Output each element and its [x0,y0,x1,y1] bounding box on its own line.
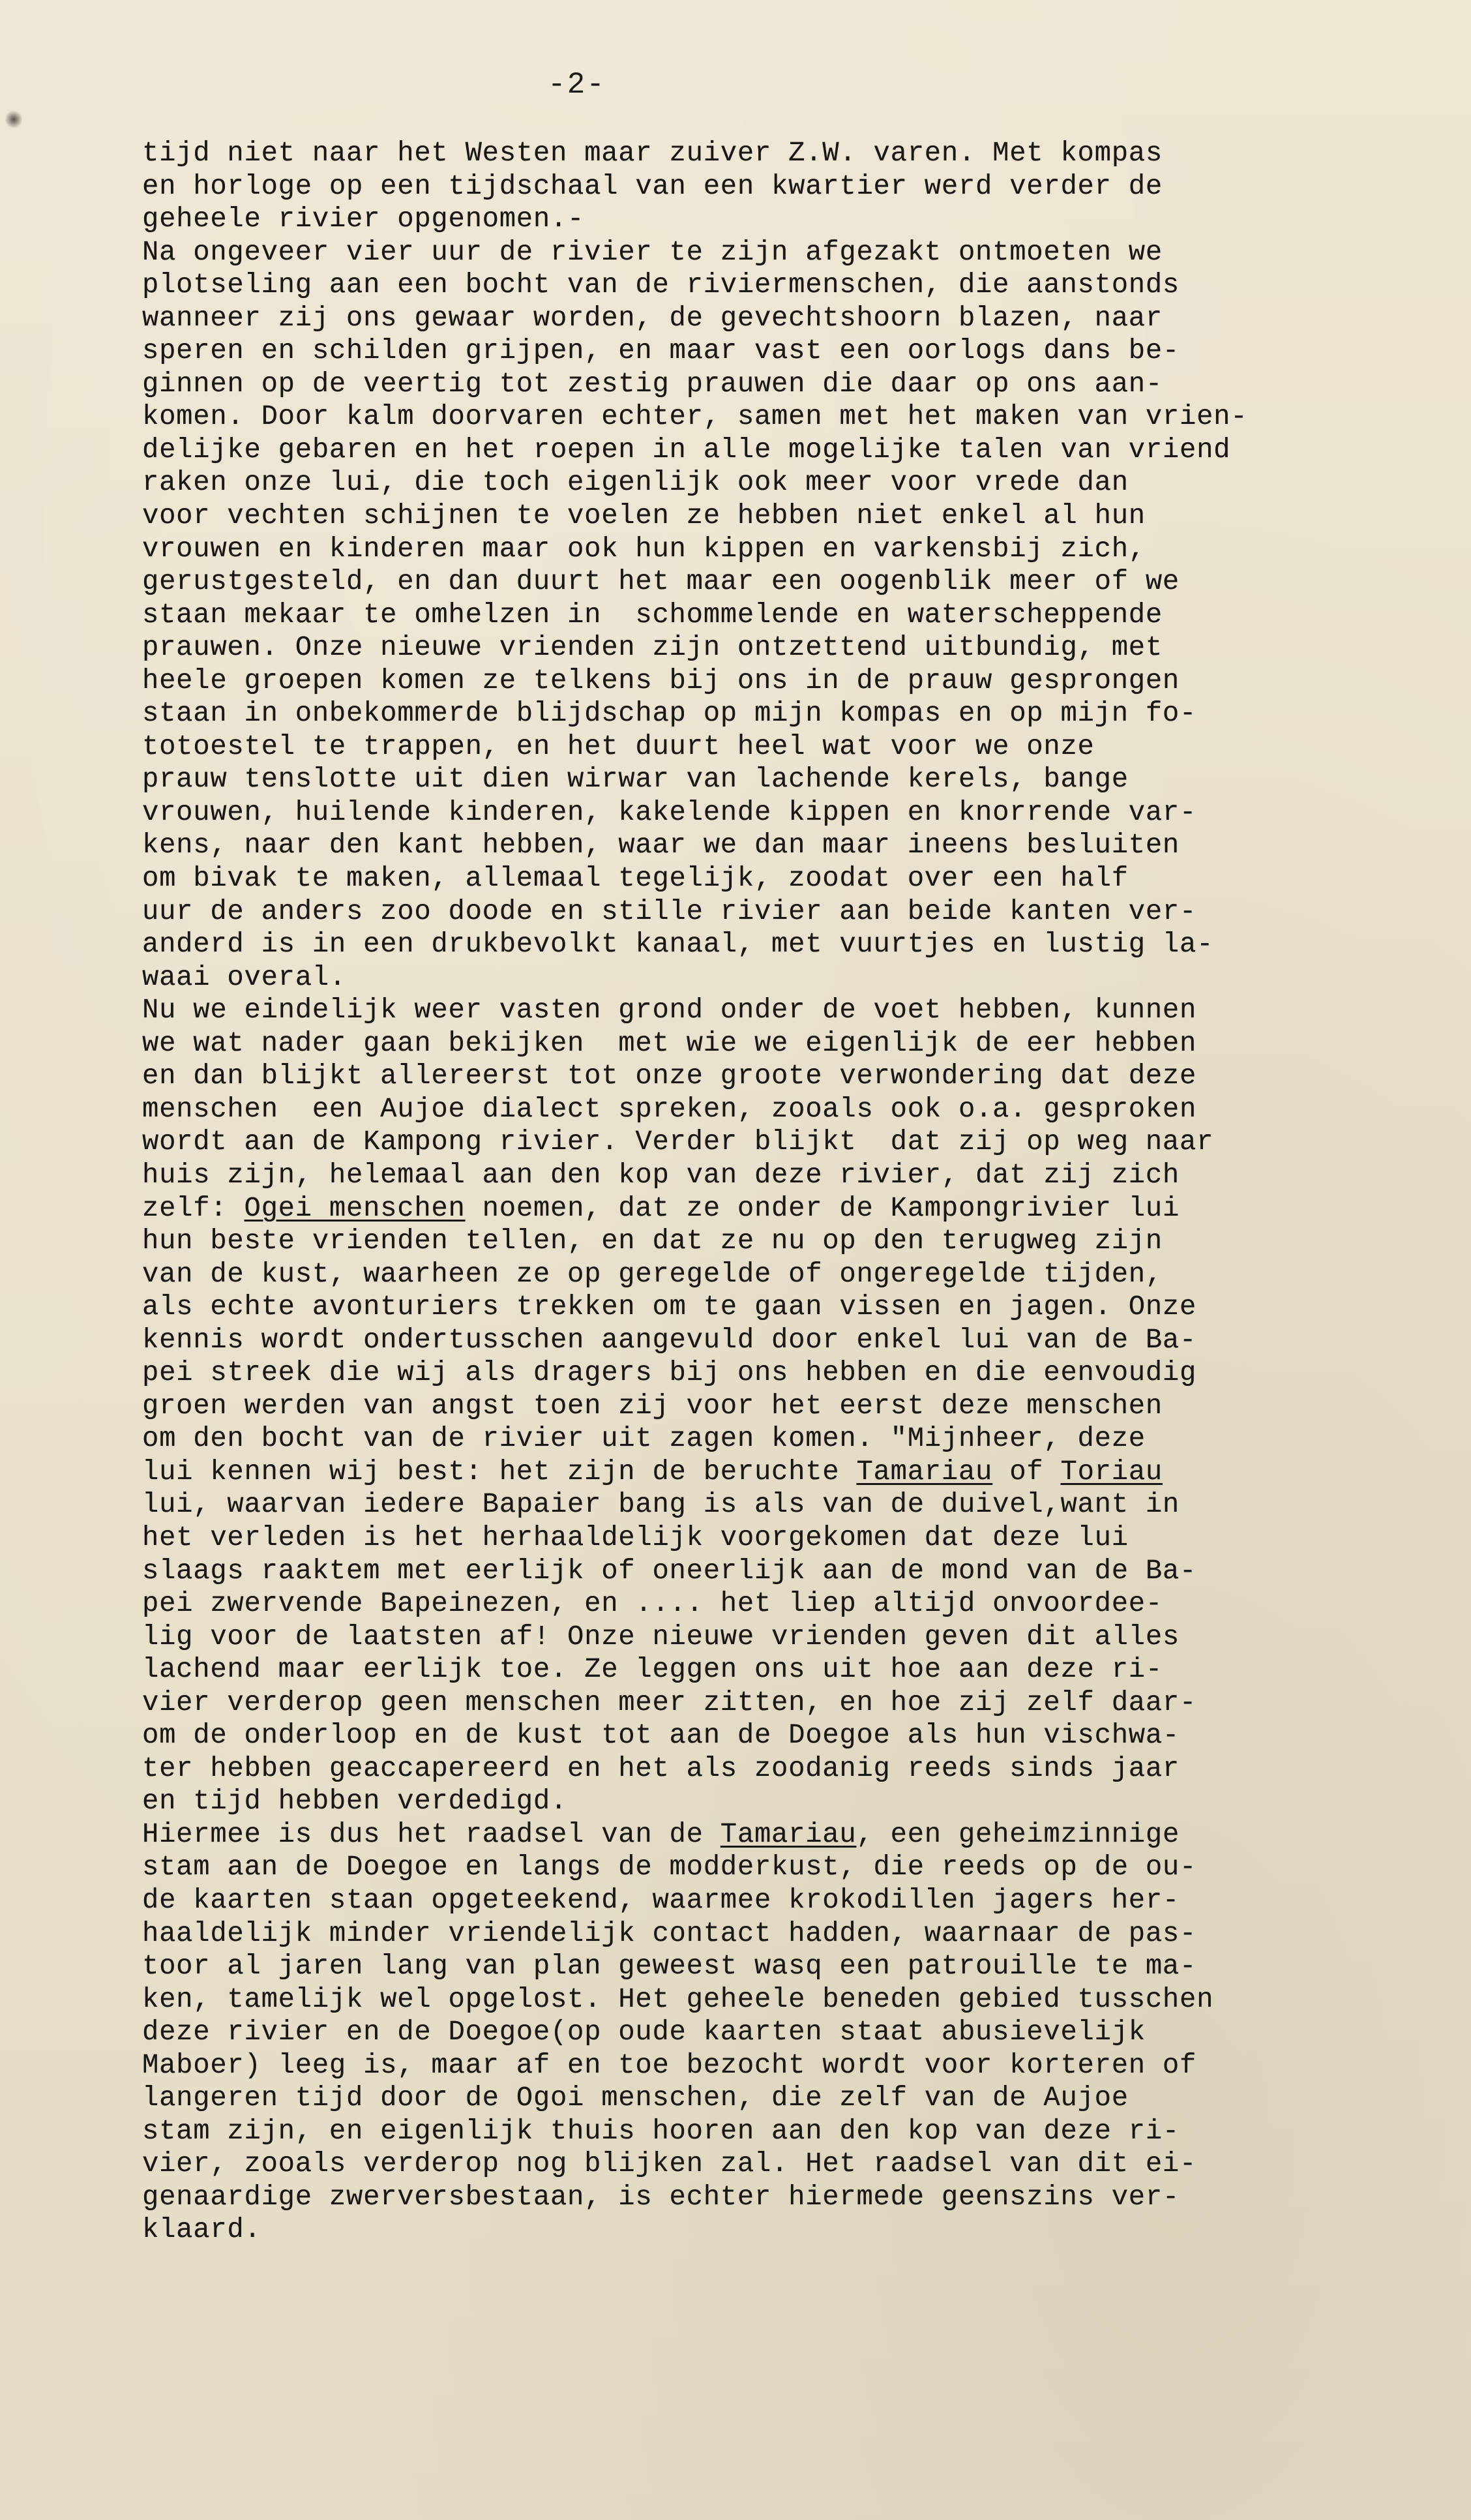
text-line: haaldelijk minder vriendelijk contact hadden, waarnaar de pas- [142,1917,1197,1949]
text-line: het verleden is het herhaaldelijk voorgekomen dat deze lui [142,1522,1129,1553]
text-line: stam aan de Doegoe en langs de modderkust, die reeds op de ou- [142,1852,1197,1883]
text-line: tijd niet naar het Westen maar zuiver Z.W. varen. Met kompas [142,138,1163,169]
text-line: vier verderop geen menschen meer zitten, en hoe zij zelf daar- [142,1687,1197,1718]
text-line: slaags raaktem met eerlijk of oneerlijk aan de mond van de Ba- [142,1555,1197,1587]
text-line: klaard. [142,2214,261,2246]
text-line: geheele rivier opgenomen.- [142,203,585,235]
text-line: vrouwen, huilende kinderen, kakelende kippen en knorrende var- [142,796,1197,828]
text-line: voor vechten schijnen te voelen ze hebben niet enkel al hun [142,500,1146,532]
text-line: heele groepen komen ze telkens bij ons in de prauw gesprongen [142,665,1180,697]
text-line: lachend maar eerlijk toe. Ze leggen ons uit hoe aan deze ri- [142,1654,1163,1686]
text-line: komen. Door kalm doorvaren echter, samen met het maken van vrien- [142,401,1248,433]
text-line: raken onze lui, die toch eigenlijk ook meer voor vrede dan [142,467,1129,499]
text-line: plotseling aan een bocht van de riviermenschen, die aanstonds [142,269,1180,301]
text-line: prauwen. Onze nieuwe vrienden zijn ontzettend uitbundig, met [142,632,1163,664]
text-line: uur de anders zoo doode en stille rivier aan beide kanten ver- [142,895,1197,927]
text-line: pei streek die wij als dragers bij ons hebben en die eenvoudig [142,1357,1197,1389]
page-number: -2- [548,68,606,102]
text-line: menschen een Aujoe dialect spreken, zooals ook o.a. gesproken [142,1093,1197,1125]
text-line: Na ongeveer vier uur de rivier te zijn afgezakt ontmoeten we [142,236,1163,268]
ink-smudge [5,110,22,129]
text-line: gerustgesteld, en dan duurt het maar een oogenblik meer of we [142,566,1180,598]
text-line: vier, zooals verderop nog blijken zal. Het raadsel van dit ei- [142,2148,1197,2180]
text-line: vrouwen en kinderen maar ook hun kippen en varkensbij zich, [142,533,1146,565]
text-line: om bivak te maken, allemaal tegelijk, zoodat over een half [142,863,1129,895]
text-line: staan in onbekommerde blijdschap op mijn kompas en op mijn fo- [142,698,1197,730]
text-line: en horloge op een tijdschaal van een kwartier werd verder de [142,170,1163,202]
text-line: deze rivier en de Doegoe(op oude kaarten staat abusievelijk [142,2017,1146,2048]
text-line: we wat nader gaan bekijken met wie we eigenlijk de eer hebben [142,1027,1197,1059]
text-line: als echte avonturiers trekken om te gaan vissen en jagen. Onze [142,1291,1197,1323]
text-line: Maboer) leeg is, maar af en toe bezocht wordt voor korteren of [142,2049,1197,2081]
text-line: kennis wordt ondertusschen aangevuld door enkel lui van de Ba- [142,1324,1197,1356]
text-line: van de kust, waarheen ze op geregelde of ongeregelde tijden, [142,1258,1163,1290]
text-line: anderd is in een drukbevolkt kanaal, met vuurtjes en lustig la- [142,929,1214,961]
text-line: kens, naar den kant hebben, waar we dan maar ineens besluiten [142,830,1180,862]
text-line: Hiermee is dus het raadsel van de Tamariau, een geheimzinnige [142,1818,1180,1850]
text-line: om de onderloop en de kust tot aan de Doegoe als hun vischwa- [142,1720,1180,1752]
text-line: en dan blijkt allereerst tot onze groote verwondering dat deze [142,1060,1197,1092]
text-line: ken, tamelijk wel opgelost. Het geheele beneden gebied tusschen [142,1983,1214,2015]
text-line: staan mekaar te omhelzen in schommelende en waterscheppende [142,599,1163,631]
text-line: lui, waarvan iedere Bapaier bang is als van de duivel,want in [142,1489,1180,1521]
text-line: pei zwervende Bapeinezen, en .... het liep altijd onvoordee- [142,1588,1163,1620]
text-line: wordt aan de Kampong rivier. Verder blijkt dat zij op weg naar [142,1126,1214,1158]
text-line: zelf: Ogei menschen noemen, dat ze onder de Kampongrivier lui [142,1192,1180,1224]
typed-text-body [142,137,1446,2247]
text-line: huis zijn, helemaal aan den kop van deze rivier, dat zij zich [142,1159,1180,1191]
text-line: speren en schilden grijpen, en maar vast een oorlogs dans be- [142,335,1180,367]
text-line: genaardige zwerversbestaan, is echter hiermede geenszins ver- [142,2181,1180,2213]
text-line: Nu we eindelijk weer vasten grond onder de voet hebben, kunnen [142,995,1197,1027]
text-line: hun beste vrienden tellen, en dat ze nu op den terugweg zijn [142,1225,1163,1257]
text-line: groen werden van angst toen zij voor het eerst deze menschen [142,1390,1163,1422]
text-line: lui kennen wij best: het zijn de beruchte Tamariau of Toriau [142,1456,1163,1488]
text-line: toor al jaren lang van plan geweest wasq een patrouille te ma- [142,1951,1197,1983]
text-line: en tijd hebben verdedigd. [142,1786,568,1818]
text-line: om den bocht van de rivier uit zagen komen. "Mijnheer, deze [142,1423,1146,1455]
text-line: delijke gebaren en het roepen in alle mogelijke talen van vriend [142,434,1231,466]
text-line: waai overal. [142,961,346,993]
text-line: ter hebben geaccapereerd en het als zoodanig reeds sinds jaar [142,1752,1180,1784]
text-line: prauw tenslotte uit dien wirwar van lachende kerels, bange [142,764,1129,796]
text-line: de kaarten staan opgeteekend, waarmee krokodillen jagers her- [142,1884,1180,1916]
text-line: ginnen op de veertig tot zestig prauwen die daar op ons aan- [142,368,1163,400]
text-line: totoestel te trappen, en het duurt heel wat voor we onze [142,730,1095,762]
text-line: wanneer zij ons gewaar worden, de gevechtshoorn blazen, naar [142,302,1163,334]
text-line: lig voor de laatsten af! Onze nieuwe vrienden geven dit alles [142,1621,1180,1653]
text-line: langeren tijd door de Ogoi menschen, die zelf van de Aujoe [142,2082,1129,2114]
text-line: stam zijn, en eigenlijk thuis hooren aan den kop van deze ri- [142,2115,1180,2147]
